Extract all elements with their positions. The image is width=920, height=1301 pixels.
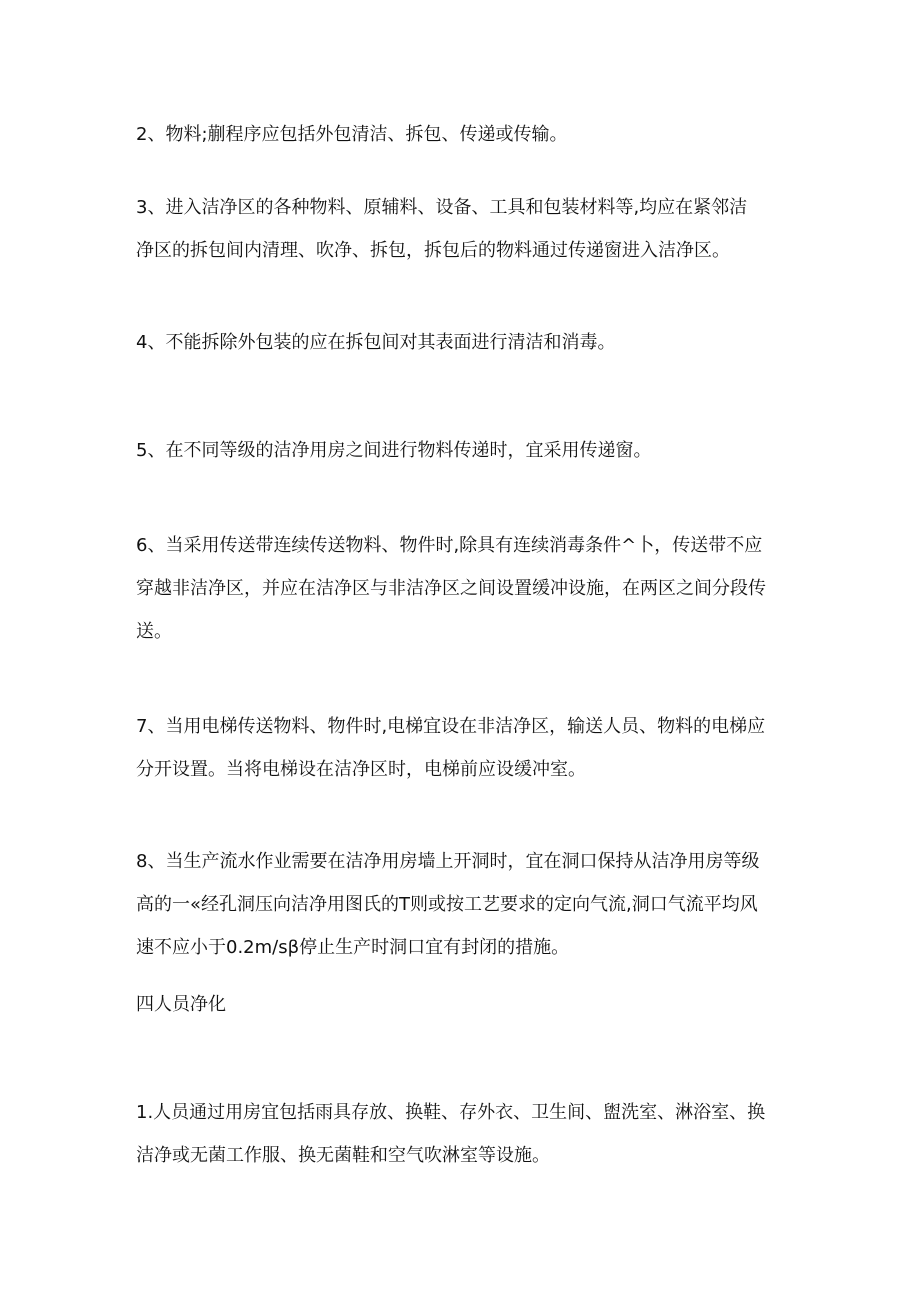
- paragraph-line: 7、当用电梯传送物料、物件时,电梯宜设在非洁净区，输送人员、物料的电梯应: [136, 716, 766, 737]
- paragraph-line: 5、在不同等级的洁净用房之间进行物料传递时，宜采用传递窗。: [136, 440, 652, 461]
- paragraph-line: 6、当采用传送带连续传送物料、物件时,除具有连续消毒条件^卜，传送带不应: [136, 535, 763, 556]
- section-heading: 四人员净化: [136, 994, 226, 1015]
- section-paragraph-1: [136, 1091, 796, 1177]
- paragraph-line: 净区的拆包间内清理、吹净、拆包，拆包后的物料通过传递窗进入洁净区。: [136, 240, 730, 261]
- paragraph-line: 穿越非洁净区，并应在洁净区与非洁净区之间设置缓冲设施，在两区之间分段传: [136, 578, 766, 599]
- paragraph-line: 3、进入洁净区的各种物料、原辅料、设备、工具和包装材料等,均应在紧邻洁: [136, 197, 748, 218]
- paragraph-5: [136, 429, 796, 472]
- paragraph-3: [136, 186, 796, 272]
- paragraph-line: 洁净或无菌工作服、换无菌鞋和空气吹淋室等设施。: [136, 1145, 550, 1166]
- paragraph-line: 8、当生产流水作业需要在洁净用房墙上开洞时，宜在洞口保持从洁净用房等级: [136, 851, 760, 872]
- paragraph-line: 高的一«经孔洞压向洁净用图氏的T则或按工艺要求的定向气流,洞口气流平均风: [136, 894, 758, 915]
- paragraph-line: 1.人员通过用房宜包括雨具存放、换鞋、存外衣、卫生间、盥洗室、淋浴室、换: [136, 1102, 766, 1123]
- paragraph-7: [136, 705, 796, 791]
- paragraph-line: 送。: [136, 621, 172, 642]
- paragraph-line: 4、不能拆除外包装的应在拆包间对其表面进行清洁和消毒。: [136, 332, 616, 353]
- paragraph-line: 分开设置。当将电梯设在洁净区时，电梯前应设缓冲室。: [136, 759, 586, 780]
- paragraph-2: [136, 113, 796, 156]
- paragraph-line: 2、物料;蒯程序应包括外包清洁、拆包、传递或传输。: [136, 124, 568, 145]
- paragraph-6: [136, 524, 796, 653]
- paragraph-8: [136, 840, 796, 969]
- paragraph-4: [136, 321, 796, 364]
- paragraph-line: 速不应小于0.2m∕sβ停止生产时洞口宜有封闭的措施。: [136, 937, 570, 958]
